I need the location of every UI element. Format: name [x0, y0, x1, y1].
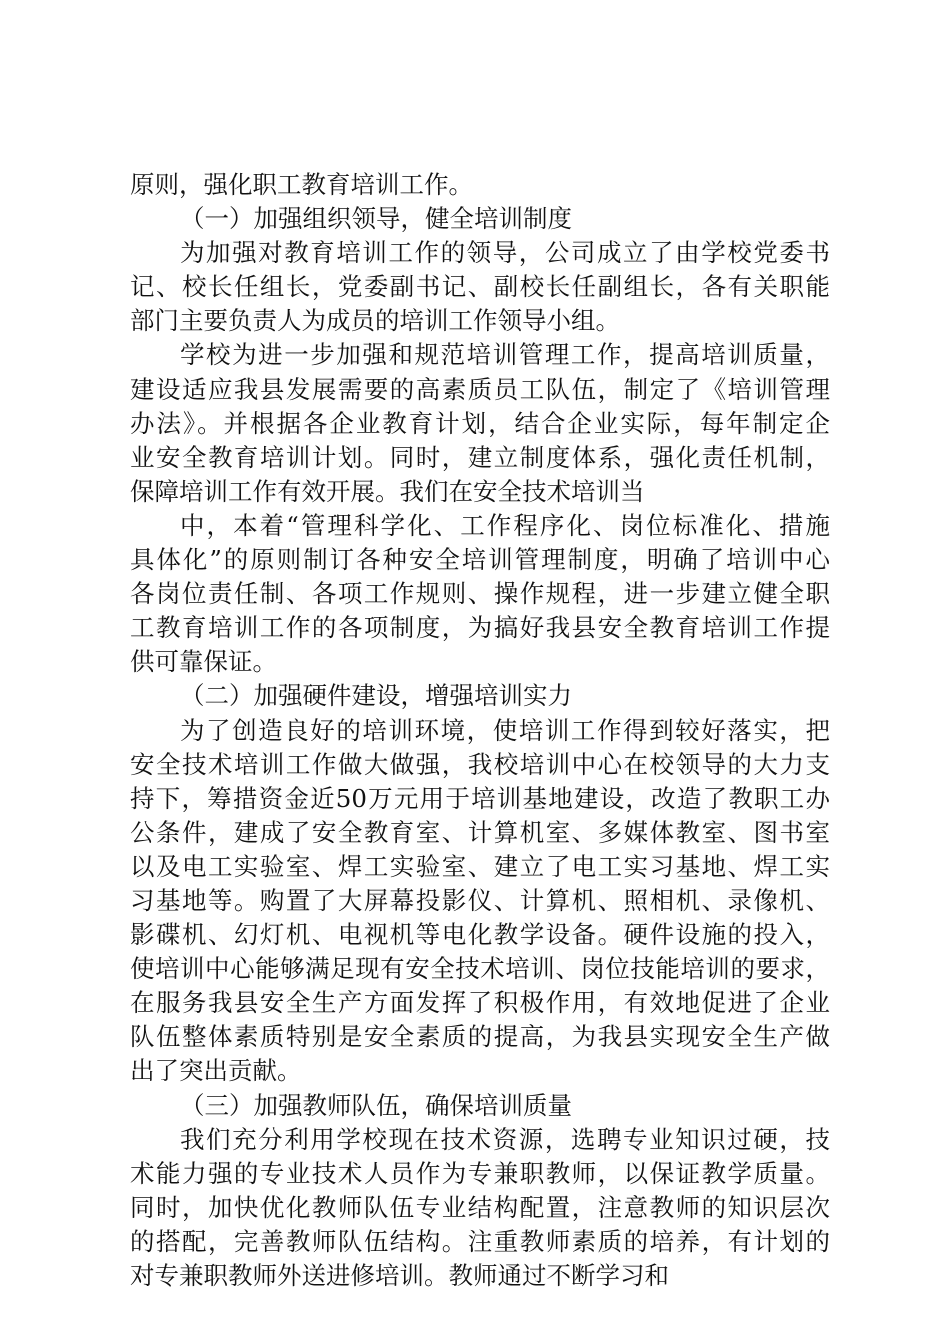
text-line: 的搭配，完善教师队伍结构。注重教师素质的培养，有计划的	[130, 1226, 830, 1256]
text-line: （二）加强硬件建设，增强培训实力	[180, 681, 572, 711]
text-line: 供可靠保证。	[130, 647, 277, 677]
text-line: 为了创造良好的培训环境，使培训工作得到较好落实，把	[180, 715, 830, 745]
text-line: 影碟机、幻灯机、电视机等电化教学设备。硬件设施的投入，	[130, 920, 830, 950]
text-line: 以及电工实验室、焊工实验室、建立了电工实习基地、焊工实	[130, 851, 830, 881]
text-line: （一）加强组织领导，健全培训制度	[180, 204, 572, 234]
text-line: 术能力强的专业技术人员作为专兼职教师，以保证教学质量。	[130, 1158, 830, 1188]
text-line: 中，本着“管理科学化、工作程序化、岗位标准化、措施	[180, 510, 830, 540]
text-line: 部门主要负责人为成员的培训工作领导小组。	[130, 306, 620, 336]
text-line: 安全技术培训工作做大做强，我校培训中心在校领导的大力支	[130, 749, 830, 779]
text-line: 记、校长任组长，党委副书记、副校长任副组长，各有关职能	[130, 272, 830, 302]
text-line: 队伍整体素质特别是安全素质的提高，为我县实现安全生产做	[130, 1022, 830, 1052]
text-line: 业安全教育培训计划。同时，建立制度体系，强化责任机制，	[130, 442, 830, 472]
text-line: 保障培训工作有效开展。我们在安全技术培训当	[130, 476, 645, 506]
text-line: 习基地等。购置了大屏幕投影仪、计算机、照相机、录像机、	[130, 885, 830, 915]
text-line: 在服务我县安全生产方面发挥了积极作用，有效地促进了企业	[130, 988, 830, 1018]
body-text	[130, 168, 830, 1293]
text-line: 原则，强化职工教育培训工作。	[130, 170, 473, 199]
text-line: 出了突出贡献。	[130, 1056, 302, 1086]
text-line: 具体化”的原则制订各种安全培训管理制度，明确了培训中心	[130, 545, 830, 575]
text-line: 公条件，建成了安全教育室、计算机室、多媒体教室、图书室	[130, 817, 830, 847]
text-line: 各岗位责任制、各项工作规则、操作规程，进一步建立健全职	[130, 579, 830, 609]
text-line: 同时，加快优化教师队伍专业结构配置，注意教师的知识层次	[130, 1192, 830, 1222]
text-line: 为加强对教育培训工作的领导，公司成立了由学校党委书	[180, 238, 830, 268]
text-line: 持下，筹措资金近50万元用于培训基地建设，改造了教职工办	[130, 783, 830, 813]
text-line: 我们充分利用学校现在技术资源，选聘专业知识过硬，技	[180, 1124, 830, 1154]
text-line: 学校为进一步加强和规范培训管理工作，提高培训质量，	[180, 340, 830, 370]
text-line: 使培训中心能够满足现有安全技术培训、岗位技能培训的要求，	[130, 954, 830, 984]
text-line: 工教育培训工作的各项制度，为搞好我县安全教育培训工作提	[130, 613, 830, 643]
text-line: 建设适应我县发展需要的高素质员工队伍，制定了《培训管理	[130, 374, 830, 404]
text-line: （三）加强教师队伍，确保培训质量	[180, 1090, 572, 1120]
text-line: 对专兼职教师外送进修培训。教师通过不断学习和	[130, 1261, 669, 1290]
text-line: 办法》。并根据各企业教育计划，结合企业实际，每年制定企	[130, 408, 830, 438]
